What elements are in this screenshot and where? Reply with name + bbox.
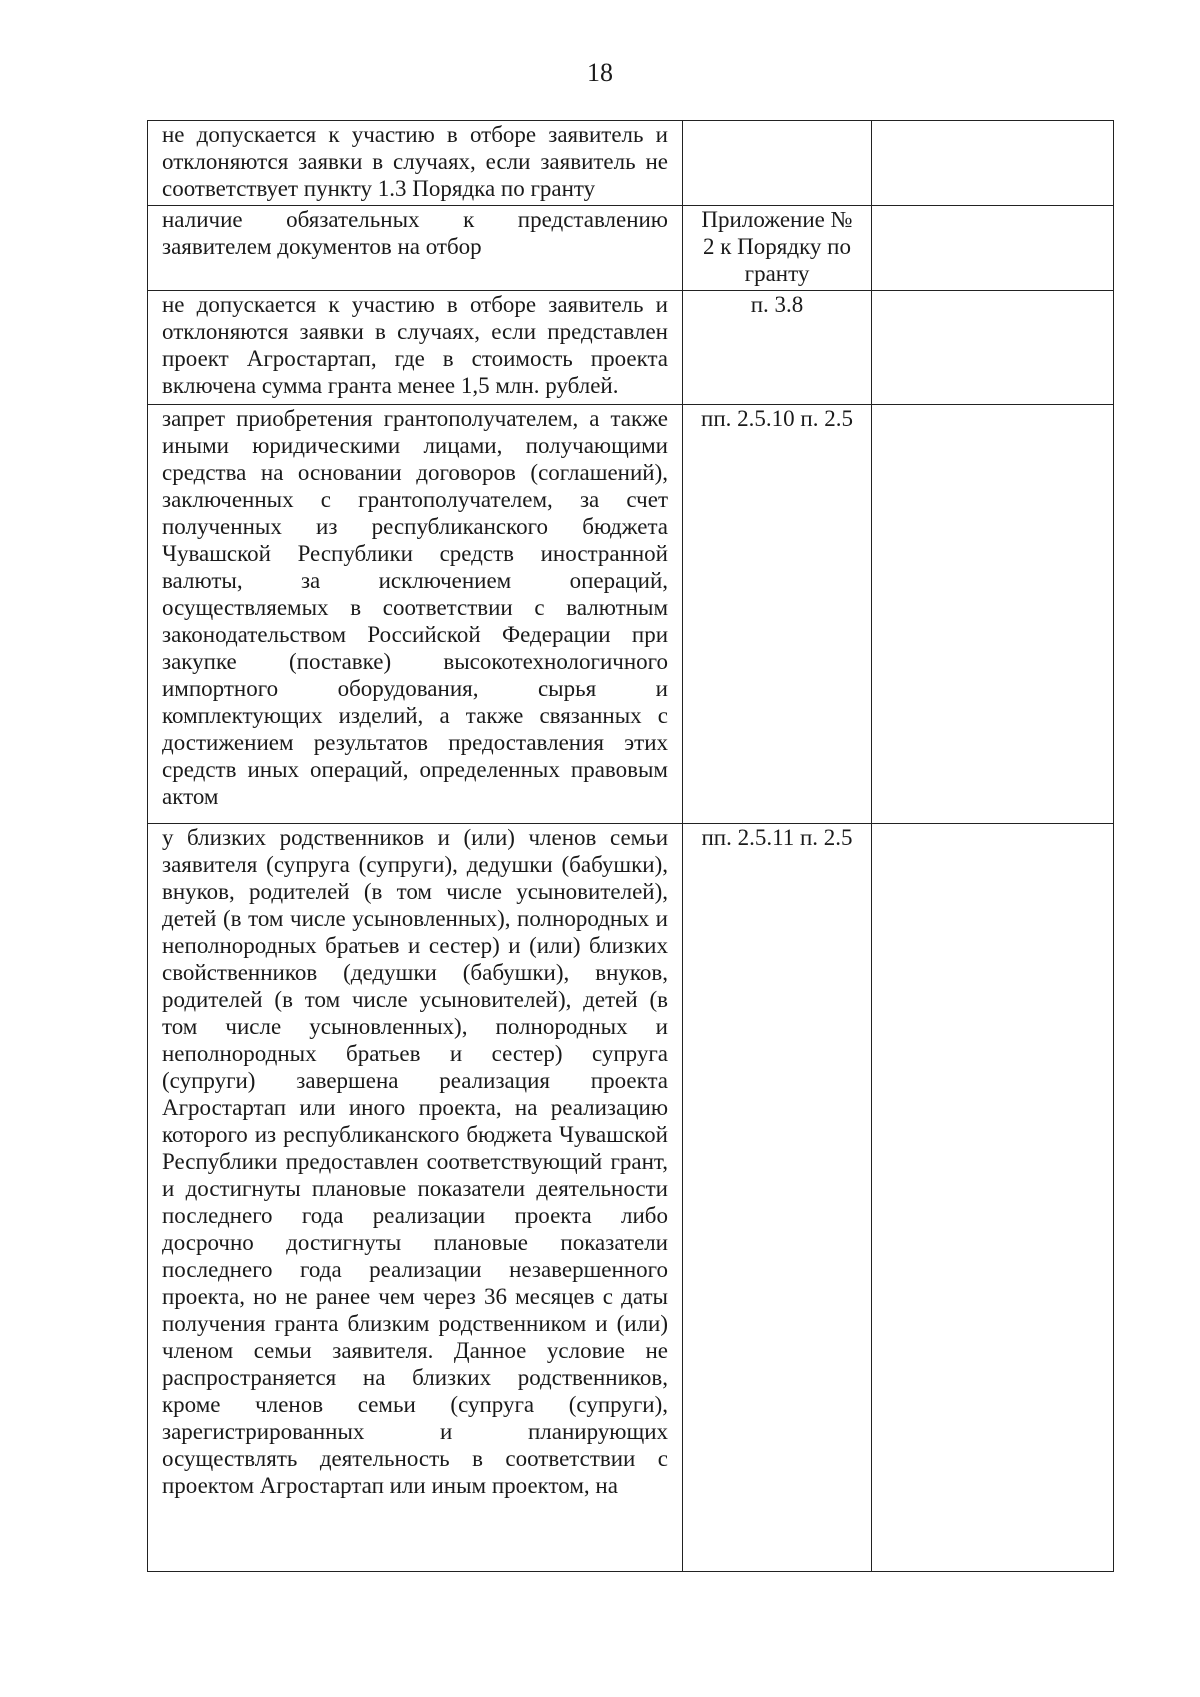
table-row bbox=[148, 121, 1114, 206]
condition-cell: наличие обязательных к представлению заявителем документов на отбор bbox=[148, 206, 683, 291]
condition-cell: не допускается к участию в отборе заявитель и отклоняются заявки в случаях, если заявитель не соответствует пункту 1.3 Порядка по гранту bbox=[148, 121, 683, 206]
note-cell bbox=[872, 291, 1114, 405]
table-row bbox=[148, 206, 1114, 291]
table-row bbox=[148, 405, 1114, 824]
reference-cell bbox=[683, 121, 872, 206]
reference-cell: п. 3.8 bbox=[683, 291, 872, 405]
condition-cell: запрет приобретения грантополучателем, а также иными юридическими лицами, получающими средства на основании договоров (соглашений), заключенных с грантополучателем, за счет полученных из республиканского бюджета Чувашской Республики средств иностранной валюты, за исключением операций, осуществляемых в соответствии с валютным законодательством Российской Федерации при закупке (поставке) высокотехнологичного импортного оборудования, сырья и комплектующих изделий, а также связанных с достижением результатов предоставления этих средств иных операций, определенных правовым актом bbox=[148, 405, 683, 824]
table-row bbox=[148, 291, 1114, 405]
note-cell bbox=[872, 405, 1114, 824]
reference-cell: пп. 2.5.11 п. 2.5 bbox=[683, 824, 872, 1572]
reference-cell: пп. 2.5.10 п. 2.5 bbox=[683, 405, 872, 824]
reference-cell: Приложение № 2 к Порядку по гранту bbox=[683, 206, 872, 291]
note-cell bbox=[872, 206, 1114, 291]
page-number: 18 bbox=[587, 58, 613, 87]
note-cell bbox=[872, 824, 1114, 1572]
table-row bbox=[148, 824, 1114, 1572]
criteria-table bbox=[147, 120, 1114, 1572]
note-cell bbox=[872, 121, 1114, 206]
condition-cell: не допускается к участию в отборе заявитель и отклоняются заявки в случаях, если представлен проект Агростартап, где в стоимость проекта включена сумма гранта менее 1,5 млн. рублей. bbox=[148, 291, 683, 405]
condition-cell: у близких родственников и (или) членов семьи заявителя (супруга (супруги), дедушки (бабушки), внуков, родителей (в том числе усыновителей), детей (в том числе усыновленных), полнородных и неполнородных братьев и сестер) и (или) близких свойственников (дедушки (бабушки), внуков, родителей (в том числе усыновителей), детей (в том числе усыновленных), полнородных и неполнородных братьев и сестер) супруга (супруги) завершена реализация проекта Агростартап или иного проекта, на реализацию которого из республиканского бюджета Чувашской Республики предоставлен соответствующий грант, и достигнуты плановые показатели деятельности последнего года реализации проекта либо досрочно достигнуты плановые показатели последнего года реализации незавершенного проекта, но не ранее чем через 36 месяцев с даты получения гранта близким родственником и (или) членом семьи заявителя. Данное условие не распространяется на близких родственников, кроме членов семьи (супруга (супруги), зарегистрированных и планирующих осуществлять деятельность в соответствии с проектом Агростартап или иным проектом, на bbox=[148, 824, 683, 1572]
